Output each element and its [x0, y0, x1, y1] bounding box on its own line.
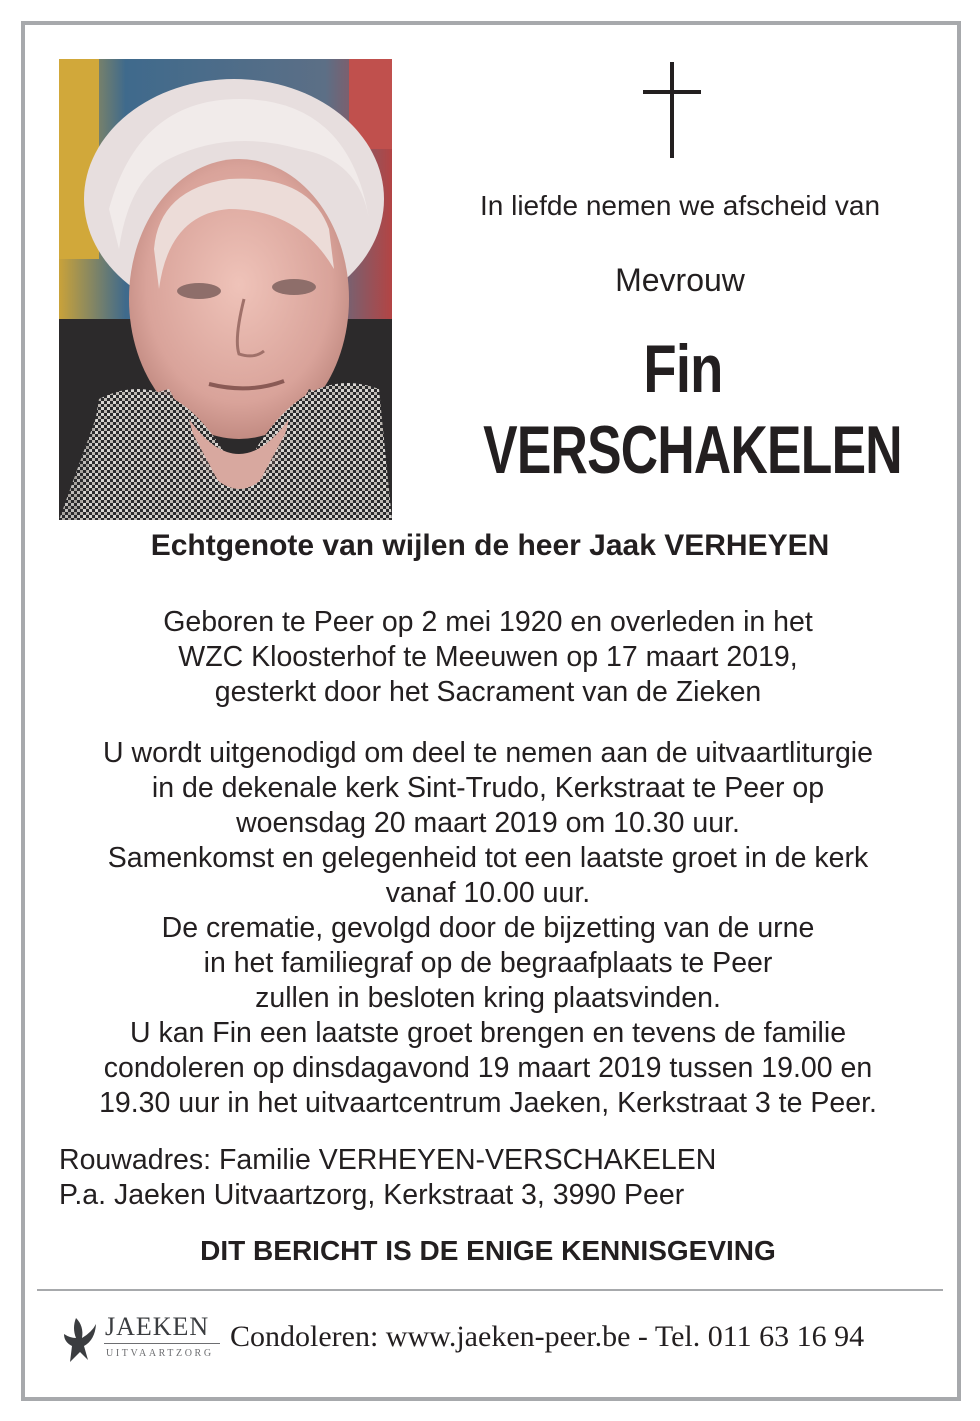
condolence-info[interactable]: Condoleren: www.jaeken-peer.be - Tel. 011 63 16 94: [230, 1320, 865, 1353]
service-line: Samenkomst en gelegenheid tot een laatste groet in de kerk: [107, 842, 869, 874]
birth-line: Geboren te Peer op 2 mei 1920 en overleden in het: [163, 606, 813, 638]
jaeken-logo: [62, 1312, 222, 1368]
address-line: Rouwadres: Familie VERHEYEN-VERSCHAKELEN: [59, 1144, 717, 1176]
service-line: condoleren op dinsdagavond 19 maart 2019 tussen 19.00 en: [103, 1052, 873, 1084]
service-line: in de dekenale kerk Sint-Trudo, Kerkstraat te Peer op: [151, 772, 825, 804]
service-line: U kan Fin een laatste groet brengen en tevens de familie: [129, 1017, 847, 1049]
divider: [37, 1289, 943, 1291]
intro-text: In liefde nemen we afscheid van: [479, 190, 881, 221]
notice-line: DIT BERICHT IS DE ENIGE KENNISGEVING: [200, 1235, 776, 1266]
service-line: woensdag 20 maart 2019 om 10.30 uur.: [236, 807, 740, 839]
service-line: vanaf 10.00 uur.: [385, 877, 591, 909]
last-name: VERSCHAKELEN: [483, 412, 902, 488]
birth-line: gesterkt door het Sacrament van de Zieken: [214, 676, 762, 708]
service-line: U wordt uitgenodigd om deel te nemen aan de uitvaartliturgie: [103, 737, 873, 769]
service-details: [0, 736, 976, 1121]
salutation: Mevrouw: [615, 262, 745, 298]
logo-rule: [104, 1343, 220, 1344]
cross-icon: [643, 62, 701, 158]
service-line: in het familiegraf op de begraafplaats te Peer: [203, 947, 773, 979]
service-line: zullen in besloten kring plaatsvinden.: [255, 982, 721, 1014]
logo-name: JAEKEN: [105, 1312, 210, 1341]
portrait-photo: [59, 59, 392, 520]
address-line: P.a. Jaeken Uitvaartzorg, Kerkstraat 3, 3990 Peer: [59, 1179, 685, 1211]
first-name: Fin: [643, 331, 723, 407]
birth-details: [0, 605, 976, 710]
dove-icon: [62, 1316, 98, 1366]
mourning-address: [59, 1143, 716, 1213]
spouse-line: Echtgenote van wijlen de heer Jaak VERHEYEN: [150, 529, 830, 562]
logo-subtitle: UITVAARTZORG: [106, 1348, 214, 1359]
birth-line: WZC Kloosterhof te Meeuwen op 17 maart 2019,: [178, 641, 798, 673]
service-line: 19.30 uur in het uitvaartcentrum Jaeken, Kerkstraat 3 te Peer.: [99, 1087, 877, 1119]
service-line: De crematie, gevolgd door de bijzetting van de urne: [161, 912, 815, 944]
